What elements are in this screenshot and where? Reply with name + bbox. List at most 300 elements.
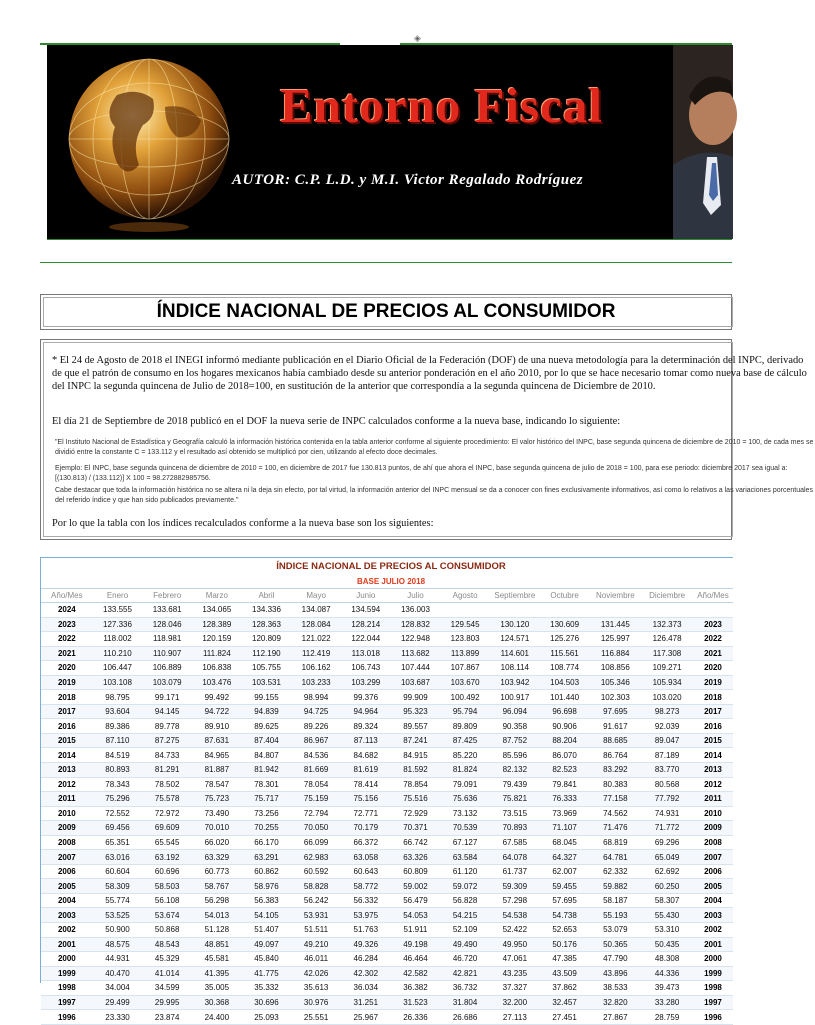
index-cell: 64.327: [540, 850, 590, 865]
year-cell: [693, 603, 733, 618]
index-cell: 72.552: [93, 806, 143, 821]
table-row: [41, 632, 733, 647]
index-cell: 59.072: [440, 879, 490, 894]
index-cell: 75.723: [192, 792, 242, 807]
year-cell: 2021: [41, 646, 93, 661]
index-cell: 45.581: [192, 952, 242, 967]
index-cell: 52.653: [540, 923, 590, 938]
year-cell: 2020: [41, 661, 93, 676]
year-cell: 2011: [41, 792, 93, 807]
index-cell: 55.430: [641, 908, 693, 923]
year-cell: 2008: [41, 835, 93, 850]
index-cell: 36.732: [440, 981, 490, 996]
index-cell: 89.386: [93, 719, 143, 734]
index-cell: 117.308: [641, 646, 693, 661]
note-paragraph-1: * El 24 de Agosto de 2018 el INEGI informó mediante publicación en el Diario Oficial de la Federación (DOF) de una nueva metodología para la determinación del INPC, derivado de que el patrón de consumo en los hogares mexicanos había cambiado desde su anterior ponderación en el año 2010, por lo que se hace necesario tomar como nueva base de cálculo del INPC la segunda quincena de Julio de 2018=100, en sustitución de la anterior que correspondía a la segunda quincena de Diciembre de 2010.: [52, 355, 807, 392]
index-cell: 34.004: [93, 981, 143, 996]
index-cell: 110.210: [93, 646, 143, 661]
index-cell: 86.967: [291, 733, 341, 748]
column-header: Abril: [242, 589, 292, 603]
index-cell: 109.271: [641, 661, 693, 676]
index-cell: 35.332: [242, 981, 292, 996]
index-cell: 108.114: [490, 661, 540, 676]
index-cell: 105.346: [589, 675, 641, 690]
index-cell: 78.547: [192, 777, 242, 792]
year-cell: 1996: [693, 1010, 733, 1025]
index-cell: 87.113: [341, 733, 391, 748]
index-cell: 90.906: [540, 719, 590, 734]
year-cell: 2016: [693, 719, 733, 734]
index-cell: 113.018: [341, 646, 391, 661]
year-cell: 2022: [41, 632, 93, 647]
index-cell: 86.764: [589, 748, 641, 763]
index-cell: 77.792: [641, 792, 693, 807]
index-cell: 75.156: [341, 792, 391, 807]
index-cell: 89.625: [242, 719, 292, 734]
index-cell: 61.737: [490, 864, 540, 879]
year-cell: 1996: [41, 1010, 93, 1025]
index-cell: 58.772: [341, 879, 391, 894]
index-cell: 73.490: [192, 806, 242, 821]
index-cell: 63.058: [341, 850, 391, 865]
index-cell: 89.047: [641, 733, 693, 748]
column-header: Junio: [341, 589, 391, 603]
index-cell: 46.720: [440, 952, 490, 967]
year-cell: 1997: [41, 995, 93, 1010]
index-cell: 72.929: [391, 806, 441, 821]
index-cell: 63.016: [93, 850, 143, 865]
index-cell: 84.682: [341, 748, 391, 763]
index-cell: 89.324: [341, 719, 391, 734]
index-cell: 94.725: [291, 704, 341, 719]
index-cell: 108.774: [540, 661, 590, 676]
index-cell: 78.414: [341, 777, 391, 792]
index-cell: 57.298: [490, 893, 540, 908]
table-row: [41, 777, 733, 792]
index-cell: 59.455: [540, 879, 590, 894]
index-cell: 60.809: [391, 864, 441, 879]
index-cell: 58.503: [142, 879, 192, 894]
index-cell: 113.682: [391, 646, 441, 661]
index-cell: 56.332: [341, 893, 391, 908]
index-cell: 64.078: [490, 850, 540, 865]
index-cell: 96.698: [540, 704, 590, 719]
index-cell: 87.404: [242, 733, 292, 748]
index-cell: 80.383: [589, 777, 641, 792]
index-cell: 116.884: [589, 646, 641, 661]
index-cell: 92.039: [641, 719, 693, 734]
index-cell: 105.755: [242, 661, 292, 676]
index-cell: 51.407: [242, 923, 292, 938]
index-cell: 67.127: [440, 835, 490, 850]
table-row: [41, 675, 733, 690]
index-cell: 81.942: [242, 763, 292, 778]
index-cell: 129.545: [440, 617, 490, 632]
index-cell: 125.997: [589, 632, 641, 647]
year-cell: 2014: [41, 748, 93, 763]
index-cell: 52.422: [490, 923, 540, 938]
table-row: [41, 952, 733, 967]
index-cell: 95.794: [440, 704, 490, 719]
index-cell: 125.276: [540, 632, 590, 647]
index-cell: 56.383: [242, 893, 292, 908]
index-cell: 49.097: [242, 937, 292, 952]
index-cell: 103.476: [192, 675, 242, 690]
index-cell: 54.738: [540, 908, 590, 923]
index-cell: 46.464: [391, 952, 441, 967]
index-cell: 43.896: [589, 966, 641, 981]
index-cell: 53.975: [341, 908, 391, 923]
index-cell: 99.171: [142, 690, 192, 705]
year-cell: 2010: [693, 806, 733, 821]
year-cell: 1997: [693, 995, 733, 1010]
column-header: Año/Mes: [41, 589, 93, 603]
index-cell: 37.327: [490, 981, 540, 996]
table-subtitle: BASE JULIO 2018: [356, 577, 426, 586]
year-cell: 1998: [41, 981, 93, 996]
author-photo-image: [673, 45, 733, 239]
index-cell: 42.821: [440, 966, 490, 981]
year-cell: 2002: [693, 923, 733, 938]
index-cell: 85.596: [490, 748, 540, 763]
table-row: [41, 937, 733, 952]
index-cell: 56.479: [391, 893, 441, 908]
year-cell: 2001: [693, 937, 733, 952]
index-cell: 86.070: [540, 748, 590, 763]
year-cell: 2006: [693, 864, 733, 879]
index-cell: 45.840: [242, 952, 292, 967]
index-cell: 66.372: [341, 835, 391, 850]
index-cell: 49.326: [341, 937, 391, 952]
index-cell: 122.044: [341, 632, 391, 647]
index-cell: 128.084: [291, 617, 341, 632]
index-cell: 41.775: [242, 966, 292, 981]
index-cell: 121.022: [291, 632, 341, 647]
index-cell: 70.539: [440, 821, 490, 836]
index-cell: 43.235: [490, 966, 540, 981]
table-row: [41, 821, 733, 836]
index-cell: 63.584: [440, 850, 490, 865]
index-cell: 123.803: [440, 632, 490, 647]
index-cell: 128.832: [391, 617, 441, 632]
index-cell: 128.389: [192, 617, 242, 632]
index-cell: 81.619: [341, 763, 391, 778]
note-box: [40, 339, 814, 540]
index-cell: 122.948: [391, 632, 441, 647]
index-cell: 106.838: [192, 661, 242, 676]
index-cell: 53.525: [93, 908, 143, 923]
year-cell: 1998: [693, 981, 733, 996]
table-body: [41, 603, 733, 1025]
index-cell: 60.773: [192, 864, 242, 879]
index-cell: 95.323: [391, 704, 441, 719]
index-cell: 65.351: [93, 835, 143, 850]
section-title-box: [40, 294, 732, 330]
index-cell: 97.695: [589, 704, 641, 719]
index-cell: 62.983: [291, 850, 341, 865]
index-cell: 107.444: [391, 661, 441, 676]
index-cell: 58.828: [291, 879, 341, 894]
index-cell: 93.604: [93, 704, 143, 719]
index-cell: 99.155: [242, 690, 292, 705]
table-row: [41, 923, 733, 938]
index-cell: 63.326: [391, 850, 441, 865]
index-cell: 39.473: [641, 981, 693, 996]
index-cell: 89.910: [192, 719, 242, 734]
index-cell: 65.545: [142, 835, 192, 850]
index-cell: 68.045: [540, 835, 590, 850]
index-cell: 27.113: [490, 1010, 540, 1025]
index-cell: 66.099: [291, 835, 341, 850]
top-marker-icon: ◈: [414, 34, 421, 44]
index-cell: 132.373: [641, 617, 693, 632]
index-cell: 49.198: [391, 937, 441, 952]
banner-title: Entorno Fiscal: [280, 78, 603, 133]
column-header: Año/Mes: [693, 589, 733, 603]
index-cell: 94.722: [192, 704, 242, 719]
index-cell: 77.158: [589, 792, 641, 807]
index-cell: 27.451: [540, 1010, 590, 1025]
index-cell: 60.250: [641, 879, 693, 894]
index-cell: 85.220: [440, 748, 490, 763]
index-cell: 100.917: [490, 690, 540, 705]
index-cell: 87.275: [142, 733, 192, 748]
index-cell: 73.132: [440, 806, 490, 821]
year-cell: 2002: [41, 923, 93, 938]
table-row: [41, 806, 733, 821]
index-cell: 99.909: [391, 690, 441, 705]
index-cell: 69.609: [142, 821, 192, 836]
index-cell: 130.609: [540, 617, 590, 632]
index-cell: 87.631: [192, 733, 242, 748]
index-cell: [540, 603, 590, 618]
index-cell: 68.819: [589, 835, 641, 850]
index-cell: 62.692: [641, 864, 693, 879]
index-cell: 87.425: [440, 733, 490, 748]
index-cell: 71.476: [589, 821, 641, 836]
index-cell: 75.516: [391, 792, 441, 807]
index-cell: 66.742: [391, 835, 441, 850]
year-cell: 2009: [41, 821, 93, 836]
column-header: Diciembre: [641, 589, 693, 603]
index-cell: 42.026: [291, 966, 341, 981]
index-cell: 70.893: [490, 821, 540, 836]
index-cell: 94.839: [242, 704, 292, 719]
index-cell: 88.204: [540, 733, 590, 748]
index-cell: 128.363: [242, 617, 292, 632]
index-cell: 101.440: [540, 690, 590, 705]
year-cell: 2000: [693, 952, 733, 967]
index-cell: 63.329: [192, 850, 242, 865]
index-cell: 83.770: [641, 763, 693, 778]
index-cell: 49.210: [291, 937, 341, 952]
table-title: ÍNDICE NACIONAL DE PRECIOS AL CONSUMIDOR: [276, 561, 506, 572]
year-cell: 2023: [693, 617, 733, 632]
year-cell: 2003: [41, 908, 93, 923]
index-cell: 61.120: [440, 864, 490, 879]
index-cell: 48.543: [142, 937, 192, 952]
index-cell: 127.336: [93, 617, 143, 632]
index-cell: 31.804: [440, 995, 490, 1010]
index-cell: 50.900: [93, 923, 143, 938]
index-cell: 78.854: [391, 777, 441, 792]
index-cell: 98.994: [291, 690, 341, 705]
index-cell: 67.585: [490, 835, 540, 850]
globe-icon: [57, 47, 237, 235]
index-cell: 89.809: [440, 719, 490, 734]
index-cell: 50.365: [589, 937, 641, 952]
index-cell: 103.079: [142, 675, 192, 690]
index-cell: 75.159: [291, 792, 341, 807]
table-row: [41, 864, 733, 879]
index-cell: 75.636: [440, 792, 490, 807]
index-cell: 72.794: [291, 806, 341, 821]
year-cell: 2013: [693, 763, 733, 778]
index-cell: 31.523: [391, 995, 441, 1010]
index-cell: 75.296: [93, 792, 143, 807]
index-cell: 37.862: [540, 981, 590, 996]
index-cell: 79.091: [440, 777, 490, 792]
index-cell: 89.778: [142, 719, 192, 734]
column-header: Octubre: [540, 589, 590, 603]
index-cell: 60.643: [341, 864, 391, 879]
index-cell: [641, 603, 693, 618]
year-cell: 2007: [41, 850, 93, 865]
note-quote-2: Ejemplo: El INPC, base segunda quincena de diciembre de 2010 = 100, en diciembre de 2017 fue 130.813 puntos, de ahí que ahora el INPC, base segunda quincena de julio de 2018 = 100, para ese periodo: diciembre 2017 sea igual a: [(130.813) / (133.112)] X 100 = 98.272882985756.: [55, 465, 788, 482]
author-photo: [673, 45, 733, 239]
year-cell: 2022: [693, 632, 733, 647]
index-cell: 103.108: [93, 675, 143, 690]
inpc-table-container: [40, 557, 733, 1022]
year-cell: 2017: [41, 704, 93, 719]
year-cell: 2020: [693, 661, 733, 676]
index-cell: 94.964: [341, 704, 391, 719]
index-cell: 80.893: [93, 763, 143, 778]
index-cell: 107.867: [440, 661, 490, 676]
index-cell: 26.336: [391, 1010, 441, 1025]
index-cell: 118.981: [142, 632, 192, 647]
index-cell: 70.371: [391, 821, 441, 836]
banner-rule: [47, 239, 732, 240]
index-cell: 108.856: [589, 661, 641, 676]
year-cell: 2017: [693, 704, 733, 719]
index-cell: 134.087: [291, 603, 341, 618]
index-cell: [490, 603, 540, 618]
index-cell: 42.302: [341, 966, 391, 981]
index-cell: 113.899: [440, 646, 490, 661]
table-row: [41, 719, 733, 734]
index-cell: 34.599: [142, 981, 192, 996]
index-cell: 100.492: [440, 690, 490, 705]
index-cell: 75.717: [242, 792, 292, 807]
table-row: [41, 1010, 733, 1025]
index-cell: 94.145: [142, 704, 192, 719]
index-cell: 54.215: [440, 908, 490, 923]
index-cell: 103.531: [242, 675, 292, 690]
year-cell: 2019: [693, 675, 733, 690]
index-cell: 112.419: [291, 646, 341, 661]
index-cell: 41.014: [142, 966, 192, 981]
index-cell: 78.343: [93, 777, 143, 792]
index-cell: 84.519: [93, 748, 143, 763]
index-cell: 30.696: [242, 995, 292, 1010]
index-cell: 28.759: [641, 1010, 693, 1025]
table-row: [41, 661, 733, 676]
index-cell: 48.851: [192, 937, 242, 952]
index-cell: 44.336: [641, 966, 693, 981]
index-cell: 110.907: [142, 646, 192, 661]
index-cell: 56.108: [142, 893, 192, 908]
index-cell: 84.733: [142, 748, 192, 763]
index-cell: 114.601: [490, 646, 540, 661]
index-cell: 30.976: [291, 995, 341, 1010]
index-cell: 99.492: [192, 690, 242, 705]
index-cell: 35.005: [192, 981, 242, 996]
index-cell: 83.292: [589, 763, 641, 778]
index-cell: 79.841: [540, 777, 590, 792]
year-cell: 2019: [41, 675, 93, 690]
index-cell: 102.303: [589, 690, 641, 705]
index-cell: 54.105: [242, 908, 292, 923]
index-cell: 50.435: [641, 937, 693, 952]
index-cell: 84.536: [291, 748, 341, 763]
index-cell: 89.226: [291, 719, 341, 734]
index-cell: 56.242: [291, 893, 341, 908]
table-row: [41, 835, 733, 850]
note-paragraph-3: Por lo que la tabla con los índices recalculados conforme a la nueva base son los siguientes:: [52, 518, 434, 529]
section-title: ÍNDICE NACIONAL DE PRECIOS AL CONSUMIDOR: [156, 301, 616, 322]
index-cell: 24.400: [192, 1010, 242, 1025]
index-cell: 81.887: [192, 763, 242, 778]
index-cell: 33.280: [641, 995, 693, 1010]
index-cell: 80.568: [641, 777, 693, 792]
index-cell: 103.687: [391, 675, 441, 690]
index-cell: 55.774: [93, 893, 143, 908]
column-header: Agosto: [440, 589, 490, 603]
index-cell: 99.376: [341, 690, 391, 705]
index-cell: 73.969: [540, 806, 590, 821]
index-cell: 84.807: [242, 748, 292, 763]
index-cell: 60.592: [291, 864, 341, 879]
note-quote-1: "El Instituto Nacional de Estadística y Geografía calculó la información histórica contenida en la tabla anterior conforme al siguiente procedimiento: El valor histórico del INPC, base segunda quincena de diciembre de 2010 = 100, de cada mes se dividió entre la constante C = 133.112 y el resultado así obtenido se multiplicó por cien, utilizando al efecto doce decimales.: [55, 439, 814, 456]
note-paragraph-2: El día 21 de Septiembre de 2018 publicó en el DOF la nueva serie de INPC calculados conforme a la nueva base, indicando lo siguiente:: [52, 416, 621, 427]
index-cell: 75.821: [490, 792, 540, 807]
year-cell: 2006: [41, 864, 93, 879]
index-cell: 43.509: [540, 966, 590, 981]
index-cell: 103.233: [291, 675, 341, 690]
year-cell: 1999: [41, 966, 93, 981]
column-header: Enero: [93, 589, 143, 603]
index-cell: 58.307: [641, 893, 693, 908]
index-cell: 55.193: [589, 908, 641, 923]
banner-author: AUTOR: C.P. L.D. y M.I. Victor Regalado Rodríguez: [232, 172, 584, 188]
index-cell: 51.911: [391, 923, 441, 938]
note-quote-3: Cabe destacar que toda la información histórica no se altera ni la deja sin efecto, por tal virtud, la información anterior del INPC mensual se da a conocer con fines exclusivamente informativos, así como lo relativos a las variaciones porcentuales del referido índice y que han sido publicados previamente.": [55, 487, 813, 504]
index-cell: 47.790: [589, 952, 641, 967]
year-cell: 2011: [693, 792, 733, 807]
index-cell: 36.034: [341, 981, 391, 996]
table-header-row: [41, 589, 733, 603]
year-cell: 2013: [41, 763, 93, 778]
index-cell: 63.291: [242, 850, 292, 865]
index-cell: 98.273: [641, 704, 693, 719]
index-cell: 71.772: [641, 821, 693, 836]
index-cell: 91.617: [589, 719, 641, 734]
index-cell: 47.061: [490, 952, 540, 967]
index-cell: 75.578: [142, 792, 192, 807]
inpc-table: [41, 588, 733, 1025]
year-cell: 1999: [693, 966, 733, 981]
